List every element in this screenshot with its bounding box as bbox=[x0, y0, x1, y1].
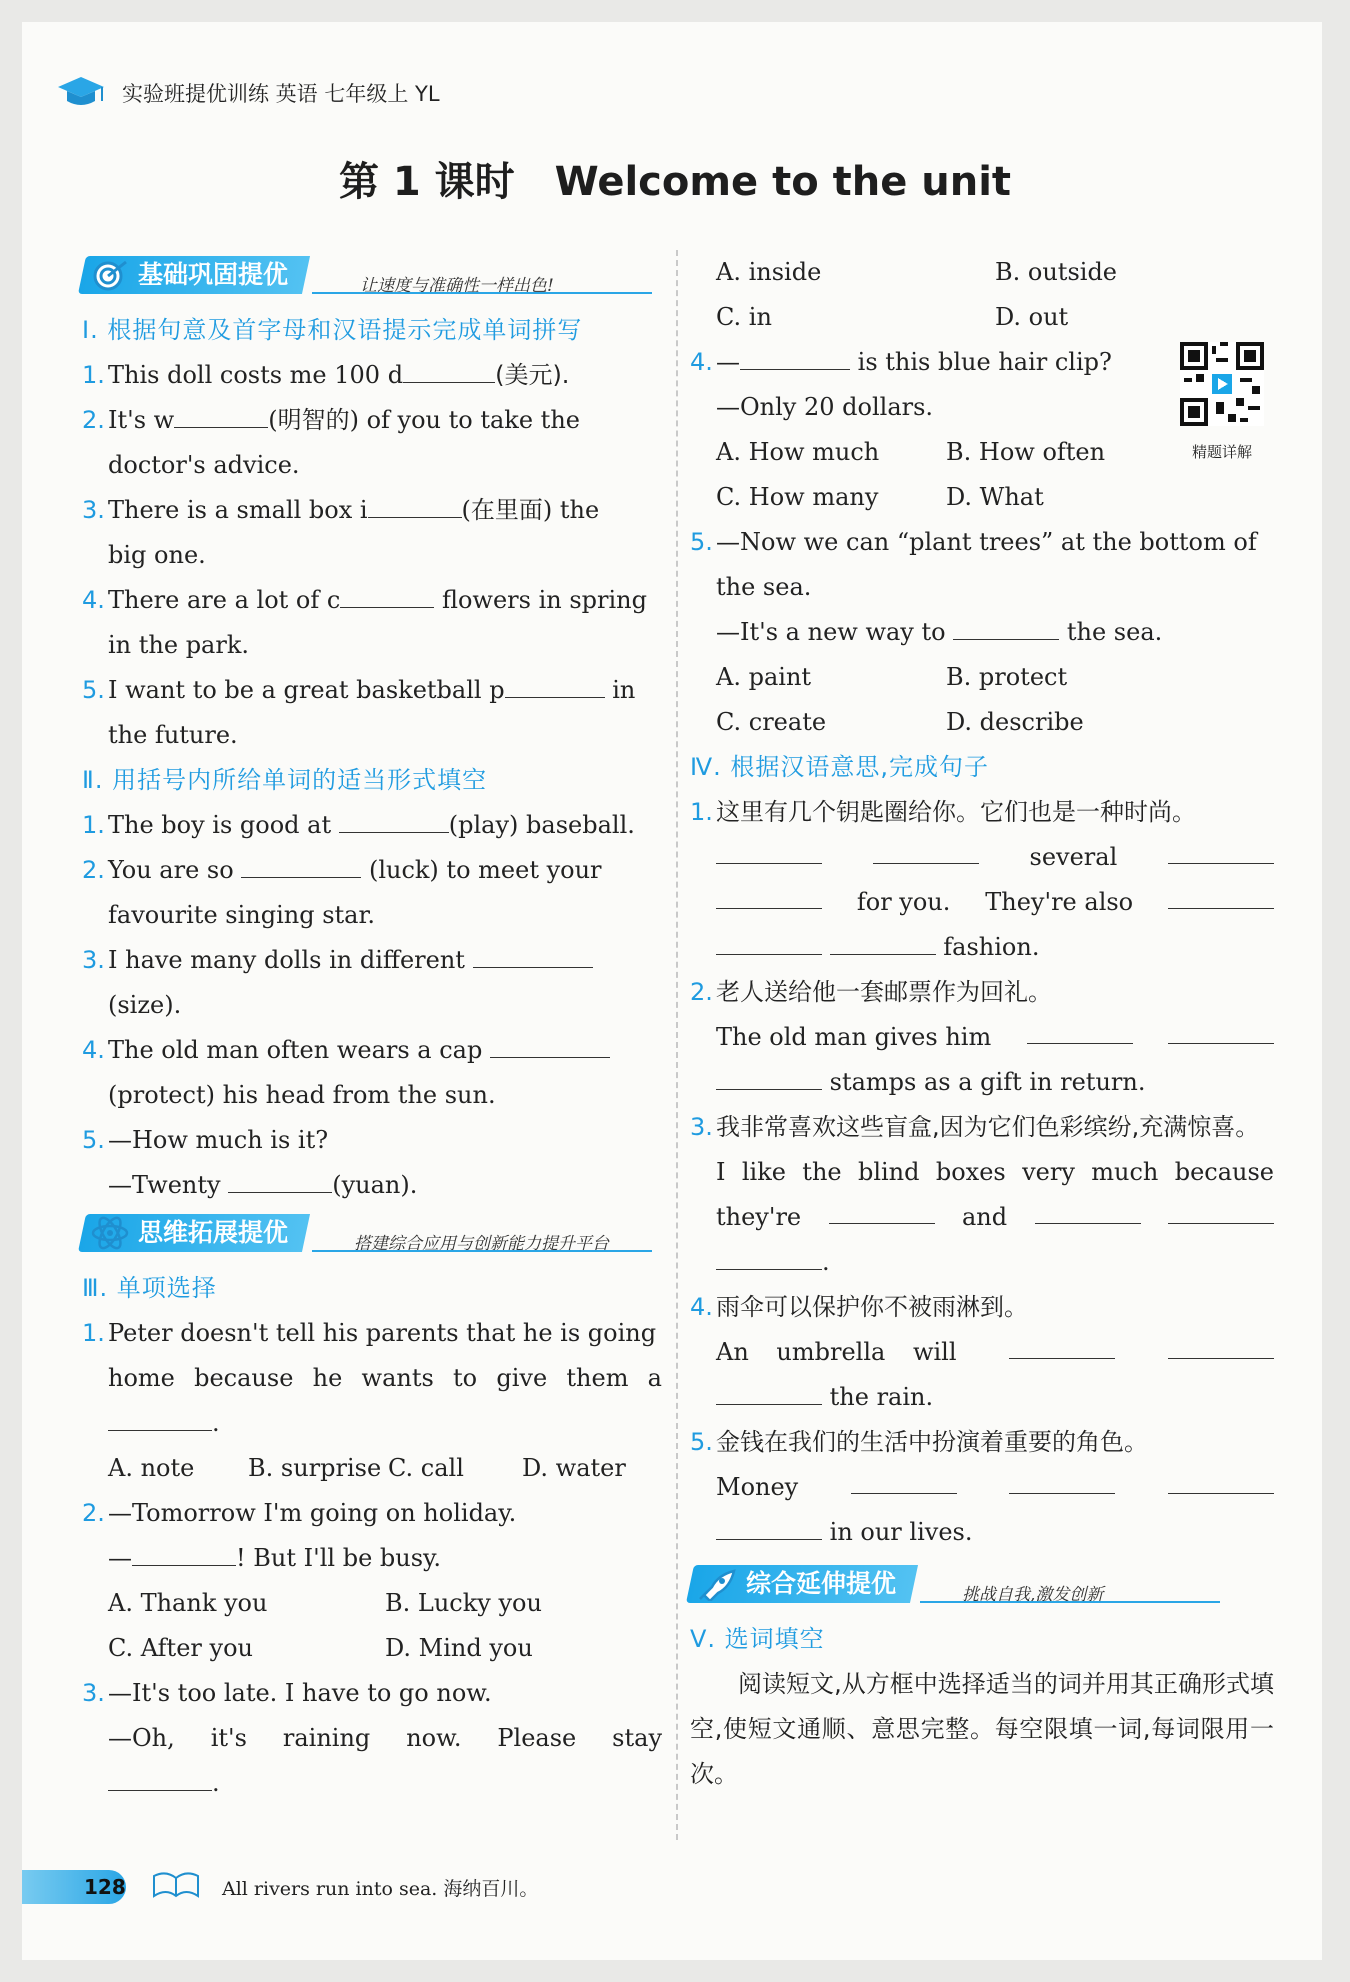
banner-extension-label: 综合延伸提优 bbox=[746, 1569, 897, 1598]
option-a[interactable]: A. note bbox=[108, 1454, 195, 1482]
answer-blank[interactable] bbox=[716, 880, 822, 909]
question-text: in bbox=[612, 676, 636, 704]
question-number: 5. bbox=[690, 528, 713, 556]
book-title: 实验班提优训练 英语 七年级上 YL bbox=[122, 82, 440, 106]
option-b[interactable]: B. protect bbox=[946, 663, 1068, 691]
question-number: 4. bbox=[82, 586, 105, 614]
section-1-heading: Ⅰ. 根据句意及首字母和汉语提示完成单词拼写 bbox=[82, 316, 583, 344]
s2-question-5 bbox=[82, 1118, 662, 1163]
question-number: 2. bbox=[82, 856, 105, 884]
option-d[interactable]: D. out bbox=[995, 303, 1069, 331]
s3-question-2-options-cd bbox=[82, 1626, 662, 1671]
s4-question-4-line1 bbox=[690, 1330, 1274, 1375]
target-icon bbox=[90, 258, 130, 292]
section-4-heading: Ⅳ. 根据汉语意思,完成句子 bbox=[690, 753, 990, 781]
atom-icon bbox=[90, 1216, 130, 1250]
banner-basic-label: 基础巩固提优 bbox=[138, 260, 289, 289]
question-number: 1. bbox=[82, 361, 105, 389]
s1-question-4-cont: in the park. bbox=[108, 631, 250, 659]
option-b[interactable]: B. outside bbox=[995, 258, 1118, 286]
question-text: —It's too late. I have to go now. bbox=[108, 1679, 492, 1707]
qr-caption: 精题详解 bbox=[1191, 443, 1252, 461]
question-number: 3. bbox=[690, 1113, 713, 1141]
question-number: 5. bbox=[690, 1428, 713, 1456]
question-text: An umbrella will bbox=[716, 1338, 957, 1366]
question-text: (yuan). bbox=[332, 1171, 418, 1199]
question-text: 雨伞可以保护你不被雨淋到。 bbox=[716, 1293, 1028, 1321]
section-5-heading: Ⅴ. 选词填空 bbox=[690, 1625, 825, 1653]
answer-blank[interactable] bbox=[228, 1164, 332, 1193]
s4-question-5-line2 bbox=[690, 1510, 1274, 1555]
s4-question-4-line2 bbox=[690, 1375, 1274, 1420]
question-text: 金钱在我们的生活中扮演着重要的角色。 bbox=[716, 1428, 1148, 1456]
s3-question-4-cont: —Only 20 dollars. bbox=[716, 393, 934, 421]
question-number: 3. bbox=[82, 496, 105, 524]
answer-blank[interactable] bbox=[1168, 1330, 1274, 1359]
answer-blank[interactable] bbox=[473, 939, 593, 968]
question-text: is this blue hair clip? bbox=[857, 348, 1112, 376]
s2-question-4 bbox=[82, 1028, 662, 1073]
s3-question-3-cont: —Oh, it's raining now. Please stay bbox=[108, 1724, 662, 1752]
question-text: . bbox=[212, 1409, 220, 1437]
s3-question-3-blank bbox=[82, 1761, 662, 1806]
answer-blank[interactable] bbox=[1168, 1195, 1274, 1224]
question-text: — bbox=[108, 1544, 132, 1572]
question-text: I want to be a great basketball p bbox=[108, 676, 505, 704]
s4-question-3-line1: I like the blind boxes very much because bbox=[716, 1158, 1274, 1186]
question-text: —Now we can “plant trees” at the bottom of bbox=[716, 528, 1257, 556]
page-number: 128 bbox=[22, 1870, 126, 1904]
question-number: 1. bbox=[82, 811, 105, 839]
question-text: They're also bbox=[985, 888, 1134, 916]
question-text: flowers in spring bbox=[441, 586, 647, 614]
book-wings-icon bbox=[148, 1866, 204, 1904]
s4-question-1-line1 bbox=[690, 835, 1274, 880]
answer-blank[interactable] bbox=[716, 1376, 822, 1405]
question-text: the sea. bbox=[1066, 618, 1163, 646]
book-header bbox=[56, 66, 440, 120]
answer-blank[interactable] bbox=[1035, 1195, 1141, 1224]
option-d[interactable]: D. water bbox=[522, 1454, 626, 1482]
banner-extension-rule bbox=[920, 1601, 1220, 1603]
option-a[interactable]: A. How much bbox=[716, 438, 880, 466]
option-a[interactable]: A. inside bbox=[716, 258, 822, 286]
question-number: 4. bbox=[82, 1036, 105, 1064]
question-text: (在里面) the bbox=[461, 496, 600, 524]
answer-blank[interactable] bbox=[490, 1029, 610, 1058]
question-text: Money bbox=[716, 1473, 799, 1501]
s4-question-2 bbox=[690, 970, 1274, 1015]
footer-motto: All rivers run into sea. 海纳百川。 bbox=[222, 1878, 539, 1900]
answer-blank[interactable] bbox=[716, 926, 822, 955]
question-text: . bbox=[822, 1248, 830, 1276]
question-text: This doll costs me 100 d bbox=[108, 361, 404, 389]
question-text: —It's a new way to bbox=[716, 618, 946, 646]
s4-question-3-line2 bbox=[690, 1195, 1274, 1240]
question-text: in our lives. bbox=[829, 1518, 973, 1546]
graduation-cap-icon bbox=[56, 73, 106, 113]
question-text: —Tomorrow I'm going on holiday. bbox=[108, 1499, 517, 1527]
answer-blank[interactable] bbox=[953, 611, 1059, 640]
option-b[interactable]: B. How often bbox=[946, 438, 1106, 466]
question-text: You are so bbox=[108, 856, 234, 884]
option-d[interactable]: D. Mind you bbox=[385, 1634, 533, 1662]
s2-question-3 bbox=[82, 938, 662, 983]
answer-blank[interactable] bbox=[830, 926, 936, 955]
question-number: 5. bbox=[82, 676, 105, 704]
s4-question-2-line1 bbox=[690, 1015, 1274, 1060]
question-text: the rain. bbox=[829, 1383, 934, 1411]
question-number: 4. bbox=[690, 1293, 713, 1321]
s4-question-2-line2 bbox=[690, 1060, 1274, 1105]
question-text: stamps as a gift in return. bbox=[829, 1068, 1146, 1096]
s3-question-2-cont bbox=[82, 1536, 662, 1581]
option-a[interactable]: A. Thank you bbox=[108, 1589, 268, 1617]
answer-blank[interactable] bbox=[829, 1195, 935, 1224]
question-number: 2. bbox=[82, 406, 105, 434]
right-column bbox=[690, 250, 1274, 1797]
s4-question-1 bbox=[690, 790, 1274, 835]
s1-question-4 bbox=[82, 578, 662, 623]
answer-blank[interactable] bbox=[740, 341, 850, 370]
s3-question-1-blank bbox=[82, 1401, 662, 1446]
s1-question-5-cont: the future. bbox=[108, 721, 238, 749]
option-c[interactable]: C. create bbox=[716, 708, 827, 736]
s3-question-5-options-ab bbox=[690, 655, 1176, 700]
answer-blank[interactable] bbox=[340, 579, 434, 608]
question-number: 1. bbox=[690, 798, 713, 826]
answer-blank[interactable] bbox=[1168, 835, 1274, 864]
question-text: and bbox=[961, 1203, 1008, 1231]
answer-blank[interactable] bbox=[1009, 1330, 1115, 1359]
answer-blank[interactable] bbox=[716, 835, 822, 864]
question-text: Peter doesn't tell his parents that he is going bbox=[108, 1319, 657, 1347]
s3-question-2-options-ab bbox=[82, 1581, 662, 1626]
answer-blank[interactable] bbox=[174, 399, 268, 428]
question-number: 5. bbox=[82, 1126, 105, 1154]
question-number: 4. bbox=[690, 348, 713, 376]
question-text: — bbox=[716, 348, 740, 376]
banner-extension bbox=[690, 1561, 1274, 1609]
question-text: 老人送给他一套邮票作为回礼。 bbox=[716, 978, 1052, 1006]
question-text: The boy is good at bbox=[108, 811, 332, 839]
s2-question-5-cont bbox=[82, 1163, 662, 1208]
s3-question-5-cont: the sea. bbox=[716, 573, 812, 601]
s4-question-1-line3 bbox=[690, 925, 1274, 970]
s2-question-3-cont: (size). bbox=[108, 991, 182, 1019]
banner-thinking-rule bbox=[312, 1250, 652, 1252]
question-text: It's w bbox=[108, 406, 175, 434]
question-text: (play) baseball. bbox=[448, 811, 635, 839]
s3-question-3 bbox=[82, 1671, 662, 1716]
s3-question-5-blank bbox=[690, 610, 1274, 655]
question-text: 这里有几个钥匙圈给你。它们也是一种时尚。 bbox=[716, 798, 1196, 826]
answer-blank[interactable] bbox=[339, 804, 449, 833]
answer-blank[interactable] bbox=[716, 1511, 822, 1540]
s3-question-3-options-ab bbox=[690, 250, 1274, 295]
column-divider bbox=[676, 250, 678, 1840]
question-text: There are a lot of c bbox=[108, 586, 341, 614]
banner-extension-subtitle: 挑战自我,激发创新 bbox=[962, 1585, 1104, 1605]
question-text: several bbox=[1029, 843, 1118, 871]
question-text: —How much is it? bbox=[108, 1126, 329, 1154]
answer-blank[interactable] bbox=[1168, 1015, 1274, 1044]
question-text: 我非常喜欢这些盲盒,因为它们色彩缤纷,充满惊喜。 bbox=[716, 1113, 1260, 1141]
s4-question-5-line1 bbox=[690, 1465, 1274, 1510]
question-text: The old man often wears a cap bbox=[108, 1036, 483, 1064]
question-text: (明智的) of you to take the bbox=[268, 406, 580, 434]
answer-blank[interactable] bbox=[1168, 1465, 1274, 1494]
question-text: (美元). bbox=[495, 361, 570, 389]
question-text: fashion. bbox=[943, 933, 1040, 961]
option-d[interactable]: D. What bbox=[946, 483, 1044, 511]
banner-basic-subtitle: 让速度与准确性一样出色! bbox=[360, 276, 554, 296]
answer-blank[interactable] bbox=[108, 1762, 212, 1791]
option-d[interactable]: D. describe bbox=[946, 708, 1084, 736]
answer-blank[interactable] bbox=[1168, 880, 1274, 909]
page-title: 第 1 课时 Welcome to the unit bbox=[338, 159, 1012, 205]
question-text: I have many dolls in different bbox=[108, 946, 465, 974]
s3-question-5 bbox=[690, 520, 1274, 565]
s3-question-4-options-ab bbox=[690, 430, 1176, 475]
s3-question-1-options bbox=[82, 1446, 662, 1491]
s1-question-2 bbox=[82, 398, 662, 443]
answer-blank[interactable] bbox=[241, 849, 361, 878]
question-text: (luck) to meet your bbox=[368, 856, 602, 884]
answer-blank[interactable] bbox=[1027, 1015, 1133, 1044]
option-b[interactable]: B. surprise bbox=[248, 1454, 382, 1482]
answer-blank[interactable] bbox=[1009, 1465, 1115, 1494]
s1-question-1 bbox=[82, 353, 662, 398]
option-c[interactable]: C. After you bbox=[108, 1634, 253, 1662]
page-footer bbox=[22, 1860, 622, 1910]
answer-blank[interactable] bbox=[368, 489, 462, 518]
answer-blank[interactable] bbox=[108, 1402, 212, 1431]
s4-question-3 bbox=[690, 1105, 1274, 1150]
banner-thinking-subtitle: 搭建综合应用与创新能力提升平台 bbox=[354, 1234, 609, 1254]
question-number: 2. bbox=[690, 978, 713, 1006]
section-3-heading: Ⅲ. 单项选择 bbox=[82, 1274, 217, 1302]
s4-question-4 bbox=[690, 1285, 1274, 1330]
question-text: ! But I'll be busy. bbox=[236, 1544, 442, 1572]
question-number: 3. bbox=[82, 946, 105, 974]
s2-question-2 bbox=[82, 848, 662, 893]
question-text: they're bbox=[716, 1203, 802, 1231]
left-column bbox=[82, 250, 662, 1806]
option-c[interactable]: C. call bbox=[388, 1454, 464, 1482]
question-text: . bbox=[212, 1769, 220, 1797]
question-text: There is a small box i bbox=[108, 496, 368, 524]
s1-question-3 bbox=[82, 488, 662, 533]
s1-question-3-cont: big one. bbox=[108, 541, 206, 569]
s4-question-5 bbox=[690, 1420, 1274, 1465]
s3-question-3-options-cd bbox=[690, 295, 1274, 340]
s3-question-5-options-cd bbox=[690, 700, 1176, 745]
s4-question-3-line3 bbox=[690, 1240, 1274, 1285]
s3-question-1-cont: home because he wants to give them a bbox=[108, 1364, 662, 1392]
question-text: for you. bbox=[856, 888, 951, 916]
section-2-heading: Ⅱ. 用括号内所给单词的适当形式填空 bbox=[82, 766, 488, 794]
option-c[interactable]: C. How many bbox=[716, 483, 879, 511]
question-number: 1. bbox=[82, 1319, 105, 1347]
option-a[interactable]: A. paint bbox=[716, 663, 812, 691]
question-number: 2. bbox=[82, 1499, 105, 1527]
answer-blank[interactable] bbox=[132, 1537, 236, 1566]
banner-thinking bbox=[82, 1210, 662, 1258]
option-c[interactable]: C. in bbox=[716, 303, 772, 331]
answer-blank[interactable] bbox=[505, 669, 605, 698]
s3-question-4-options-cd bbox=[690, 475, 1176, 520]
question-text: The old man gives him bbox=[716, 1023, 992, 1051]
qr-code-block[interactable] bbox=[1180, 342, 1264, 463]
question-text: —Twenty bbox=[108, 1171, 221, 1199]
answer-blank[interactable] bbox=[403, 354, 495, 383]
banner-thinking-label: 思维拓展提优 bbox=[138, 1218, 289, 1247]
s2-question-4-cont: (protect) his head from the sun. bbox=[108, 1081, 496, 1109]
s2-question-1 bbox=[82, 803, 662, 848]
qr-code-icon[interactable] bbox=[1180, 342, 1264, 426]
answer-blank[interactable] bbox=[873, 835, 979, 864]
banner-basic-rule bbox=[312, 292, 652, 294]
s1-question-5 bbox=[82, 668, 662, 713]
answer-blank[interactable] bbox=[716, 1061, 822, 1090]
s4-question-1-line2 bbox=[690, 880, 1274, 925]
answer-blank[interactable] bbox=[851, 1465, 957, 1494]
s2-question-2-cont: favourite singing star. bbox=[108, 901, 375, 929]
s3-question-2 bbox=[82, 1491, 662, 1536]
question-number: 3. bbox=[82, 1679, 105, 1707]
rocket-icon bbox=[698, 1567, 738, 1601]
s3-question-1 bbox=[82, 1311, 662, 1356]
option-b[interactable]: B. Lucky you bbox=[385, 1589, 542, 1617]
section-5-instructions: 阅读短文,从方框中选择适当的词并用其正确形式填空,使短文通顺、意思完整。每空限填一词,每词限用一次。 bbox=[690, 1670, 1274, 1788]
banner-basic bbox=[82, 252, 662, 300]
s1-question-2-cont: doctor's advice. bbox=[108, 451, 300, 479]
answer-blank[interactable] bbox=[716, 1241, 822, 1270]
